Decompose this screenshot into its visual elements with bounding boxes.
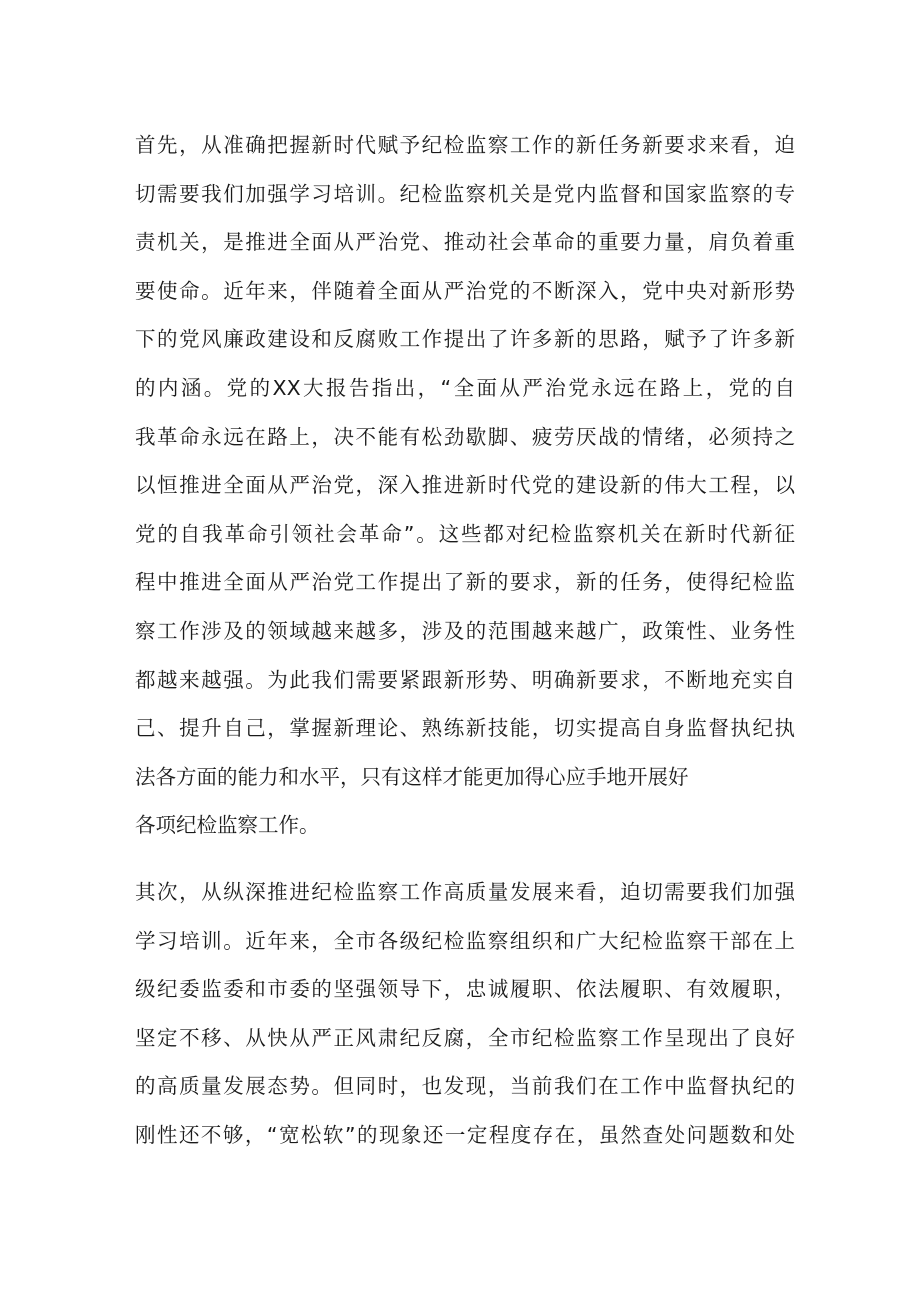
text-line: 下的党风廉政建设和反腐败工作提出了许多新的思路，赋予了许多新: [135, 327, 795, 352]
text-line: 刚性还不够，“宽松软”的现象还一定程度存在，虽然查处问题数和处: [135, 1122, 795, 1147]
text-line: 察工作涉及的领域越来越多，涉及的范围越来越广，政策性、业务性: [135, 618, 795, 643]
paragraph-2: [135, 868, 795, 1160]
text-line: 责机关，是推进全面从严治党、推动社会革命的重要力量，肩负着重: [135, 230, 795, 255]
text-line: 我革命永远在路上，决不能有松劲歇脚、疲劳厌战的情绪，必须持之: [135, 424, 795, 449]
text-line: 要使命。近年来，伴随着全面从严治党的不断深入，党中央对新形势: [135, 278, 795, 303]
text-line: 级纪委监委和市委的坚强领导下，忠诚履职、依法履职、有效履职，: [135, 977, 795, 1002]
paragraph-1: [135, 121, 795, 850]
text-line: 程中推进全面从严治党工作提出了新的要求，新的任务，使得纪检监: [135, 570, 795, 595]
text-line: 党的自我革命引领社会革命”。这些都对纪检监察机关在新时代新征: [135, 521, 795, 546]
text-line: 都越来越强。为此我们需要紧跟新形势、明确新要求，不断地充实自: [135, 667, 795, 692]
text-line: 坚定不移、从快从严正风肃纪反腐，全市纪检监察工作呈现出了良好: [135, 1025, 795, 1050]
text-line: 首先，从准确把握新时代赋予纪检监察工作的新任务新要求来看，迫: [135, 133, 795, 157]
text-line: 的内涵。党的XX大报告指出，“全面从严治党永远在路上，党的自: [135, 375, 795, 400]
text-line: 切需要我们加强学习培训。纪检监察机关是党内监督和国家监察的专: [135, 181, 795, 206]
text-line: 己、提升自己，掌握新理论、熟练新技能，切实提高自身监督执纪执: [135, 716, 795, 741]
text-line: 以恒推进全面从严治党，深入推进新时代党的建设新的伟大工程，以: [135, 473, 795, 498]
text-line: 各项纪检监察工作。: [135, 813, 320, 838]
text-line: 的高质量发展态势。但同时，也发现，当前我们在工作中监督执纪的: [135, 1074, 795, 1099]
text-line: 学习培训。近年来，全市各级纪检监察组织和广大纪检监察干部在上: [135, 928, 795, 953]
text-line: 法各方面的能力和水平，只有这样才能更加得心应手地开展好: [135, 764, 689, 789]
text-line: 其次，从纵深推进纪检监察工作高质量发展来看，迫切需要我们加强: [135, 880, 795, 904]
